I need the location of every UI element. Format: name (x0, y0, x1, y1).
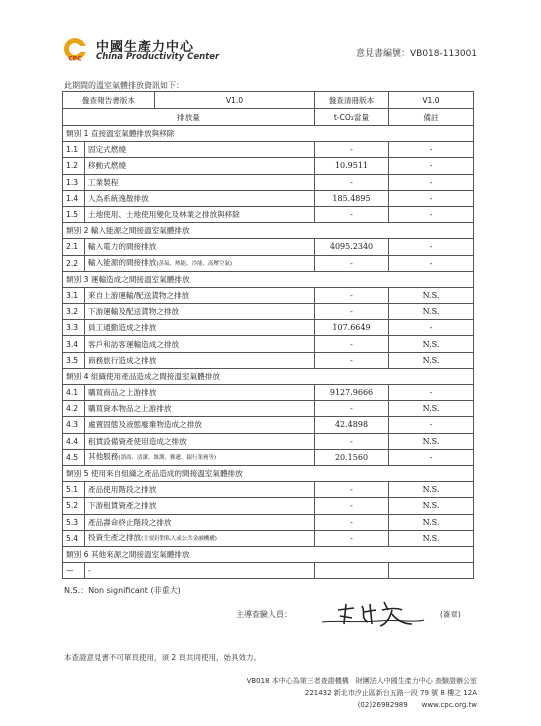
table-row (63, 287, 474, 303)
category-row (63, 223, 474, 239)
item-name: 固定式燃燒 (88, 145, 126, 155)
inspector-label: 主導查驗人員： (236, 610, 292, 619)
item-code: 2.1 (63, 239, 85, 255)
item-code: 1.2 (63, 158, 85, 174)
emission-value: - (315, 304, 389, 320)
category-row (63, 126, 474, 142)
emission-value: 42.4898 (315, 417, 389, 433)
item-name: 投資生產之排放 (88, 532, 142, 542)
emission-value: 107.6649 (315, 320, 389, 336)
table-row (63, 563, 474, 579)
item-name: 處置固態及液態廢棄物造成之排放 (88, 420, 202, 430)
report-version-value: V1.0 (155, 92, 315, 109)
item-name-cell (85, 449, 315, 465)
remark-value: - (389, 174, 474, 190)
remark-value: N.S. (389, 498, 474, 514)
item-name: 購買資本物品之上游排放 (88, 404, 172, 414)
emission-value: 20.1560 (315, 449, 389, 465)
item-note: (諮商、清潔、維護、郵遞、銀行業務等) (118, 454, 217, 461)
inventory-version-value: V1.0 (389, 92, 474, 109)
table-row (63, 142, 474, 158)
item-code: 5.4 (63, 530, 85, 546)
emission-value: 185.4895 (315, 190, 389, 206)
category-row (63, 546, 474, 562)
table-row (63, 530, 474, 546)
inventory-version-label: 盤查清冊版本 (315, 92, 389, 109)
item-code: — (63, 563, 85, 579)
remark-value: N.S. (389, 352, 474, 368)
item-code: 4.2 (63, 401, 85, 417)
item-name: 客戶和訪客運輸造成之排放 (88, 339, 180, 349)
address-line-3: (02)26982989 www.cpc.org.tw (357, 701, 477, 709)
item-code: 4.4 (63, 433, 85, 449)
item-name: 員工通勤造成之排放 (88, 323, 157, 333)
table-row (63, 255, 474, 271)
table-row (63, 385, 474, 401)
item-name: 租賃設備資產使用造成之排放 (88, 436, 187, 446)
category-title: 類別 5 使用來自組織之產品造成的間接溫室氣體排放 (63, 465, 474, 481)
item-name-cell (85, 482, 315, 498)
item-name-cell (85, 206, 315, 222)
cpc-logo-icon (62, 36, 88, 62)
remark-value: N.S. (389, 530, 474, 546)
emission-value (315, 563, 389, 579)
category-title: 類別 4 組織使用產品造成之間接溫室氣體排放 (63, 368, 474, 384)
category-row (63, 271, 474, 287)
remark-value: N.S. (389, 287, 474, 303)
category-row (63, 465, 474, 481)
table-row (63, 498, 474, 514)
table-row (63, 352, 474, 368)
report-version-label: 盤查報告書版本 (63, 92, 155, 109)
item-name: 下游運輸及配送貨物之排放 (88, 307, 180, 317)
intro-text: 此期間的溫室氣體排放資訊如下： (64, 81, 184, 90)
emission-value: 9127.9666 (315, 385, 389, 401)
remark-column-header: 備註 (389, 109, 474, 126)
remark-value: N.S. (389, 433, 474, 449)
emission-value: - (315, 514, 389, 530)
remark-value (389, 563, 474, 579)
emission-value: - (315, 255, 389, 271)
logo-text: CPC (68, 55, 82, 62)
category-title: 類別 3 運輸造成之間接溫室氣體排放 (63, 271, 474, 287)
table-row (63, 336, 474, 352)
item-name-cell (85, 514, 315, 530)
remark-value: - (389, 158, 474, 174)
emission-value: - (315, 206, 389, 222)
footer-note: 本查證意見書不可單頁使用，須 2 頁共同使用，始具效力。 (64, 653, 262, 662)
emission-value: - (315, 530, 389, 546)
item-name: 產品使用階段之排放 (88, 485, 157, 495)
item-name: 人為系統逸散排放 (88, 193, 149, 203)
column-header-row (63, 109, 474, 126)
item-note: (蒸氣、熱能、冷能、高壓空氣) (156, 260, 233, 267)
item-name-cell (85, 401, 315, 417)
table-row (63, 449, 474, 465)
item-name: 下游租賃資產之排放 (88, 501, 157, 511)
table-row (63, 514, 474, 530)
item-code: 3.1 (63, 287, 85, 303)
table-row (63, 401, 474, 417)
item-name: 輸入電力的間接排放 (88, 242, 157, 252)
item-name-cell (85, 174, 315, 190)
item-name-cell (85, 304, 315, 320)
table-row (63, 320, 474, 336)
category-title: 類別 1 直接溫室氣體排放與移除 (63, 126, 474, 142)
remark-value: N.S. (389, 401, 474, 417)
item-name-cell (85, 433, 315, 449)
item-name: 其他服務 (88, 451, 119, 461)
remark-value: - (389, 417, 474, 433)
emission-value: - (315, 401, 389, 417)
item-name-cell (85, 498, 315, 514)
remark-value: - (389, 206, 474, 222)
remark-value: - (389, 385, 474, 401)
item-name: 商務旅行造成之排放 (88, 355, 157, 365)
certificate-number: 意見書編號：VB018-113001 (356, 49, 478, 59)
address-line-1: VB018 本中心為第三者查證機構 財團法人中國生產力中心 查驗證辦公室 (246, 677, 477, 685)
table-row (63, 190, 474, 206)
item-name-cell (85, 352, 315, 368)
item-name-cell (85, 142, 315, 158)
emission-value: 10.9511 (315, 158, 389, 174)
item-name-cell (85, 190, 315, 206)
emission-value: - (315, 142, 389, 158)
remark-value: - (389, 190, 474, 206)
seal-label: (簽章) (440, 610, 461, 619)
item-name-cell (85, 530, 315, 546)
item-name-cell (85, 239, 315, 255)
item-code: 1.1 (63, 142, 85, 158)
emission-value: - (315, 433, 389, 449)
organization-name-en: China Productivity Center (96, 52, 220, 62)
item-name-cell (85, 563, 315, 579)
remark-value: - (389, 449, 474, 465)
inspector-signature (318, 596, 428, 632)
unit-column-header: t-CO₂當量 (315, 109, 389, 126)
item-name: 工業製程 (88, 177, 119, 187)
category-title: 類別 6 其他來源之間接溫室氣體排放 (63, 546, 474, 562)
remark-value: - (389, 255, 474, 271)
emission-value: - (315, 482, 389, 498)
item-name-cell (85, 255, 315, 271)
item-name-cell (85, 336, 315, 352)
table-row (63, 433, 474, 449)
item-name: 土地使用、土地使用變化及林業之排放與移除 (88, 210, 240, 220)
emission-value: - (315, 352, 389, 368)
emission-value: - (315, 336, 389, 352)
item-name-cell (85, 385, 315, 401)
item-code: 3.3 (63, 320, 85, 336)
remark-value: N.S. (389, 304, 474, 320)
item-name: 來自上游運輸/配送貨物之排放 (88, 290, 190, 300)
table-row (63, 158, 474, 174)
category-title: 類別 2 輸入能源之間接溫室氣體排放 (63, 223, 474, 239)
emission-column-header: 排放量 (63, 109, 315, 126)
emission-value: - (315, 498, 389, 514)
item-code: 2.2 (63, 255, 85, 271)
item-name-cell (85, 158, 315, 174)
organization-name-cn: 中國生產力中心 (96, 40, 195, 55)
item-code: 5.2 (63, 498, 85, 514)
item-code: 5.1 (63, 482, 85, 498)
remark-value: - (389, 239, 474, 255)
item-name-cell (85, 287, 315, 303)
item-code: 4.3 (63, 417, 85, 433)
remark-value: - (389, 142, 474, 158)
table-row (63, 482, 474, 498)
version-row (63, 92, 474, 109)
emission-value: - (315, 287, 389, 303)
remark-value: N.S. (389, 336, 474, 352)
table-row (63, 304, 474, 320)
item-code: 4.5 (63, 449, 85, 465)
category-row (63, 368, 474, 384)
item-name-cell (85, 320, 315, 336)
item-code: 1.4 (63, 190, 85, 206)
item-code: 3.2 (63, 304, 85, 320)
item-code: 4.1 (63, 385, 85, 401)
emissions-table (62, 91, 474, 579)
item-name: - (88, 566, 91, 576)
item-code: 5.3 (63, 514, 85, 530)
item-code: 1.3 (63, 174, 85, 190)
item-name: 產品壽命終止階段之排放 (88, 517, 172, 527)
table-row (63, 417, 474, 433)
remark-value: N.S. (389, 514, 474, 530)
ns-legend: N.S.：Non significant (非重大) (64, 586, 181, 595)
item-code: 3.5 (63, 352, 85, 368)
item-name: 移動式燃燒 (88, 161, 126, 171)
item-code: 1.5 (63, 206, 85, 222)
item-name-cell (85, 417, 315, 433)
item-name: 輸入能源的間接排放 (88, 257, 157, 267)
table-row (63, 174, 474, 190)
table-row (63, 206, 474, 222)
item-note: (主要針對私人或公共金融機構) (141, 535, 217, 542)
remark-value: N.S. (389, 482, 474, 498)
emission-value: 4095.2340 (315, 239, 389, 255)
remark-value: - (389, 320, 474, 336)
emission-value: - (315, 174, 389, 190)
item-code: 3.4 (63, 336, 85, 352)
item-name: 購買商品之上游排放 (88, 388, 157, 398)
address-line-2: 221432 新北市汐止區新台五路一段 79 號 8 樓之 12A (304, 689, 477, 697)
table-row (63, 239, 474, 255)
